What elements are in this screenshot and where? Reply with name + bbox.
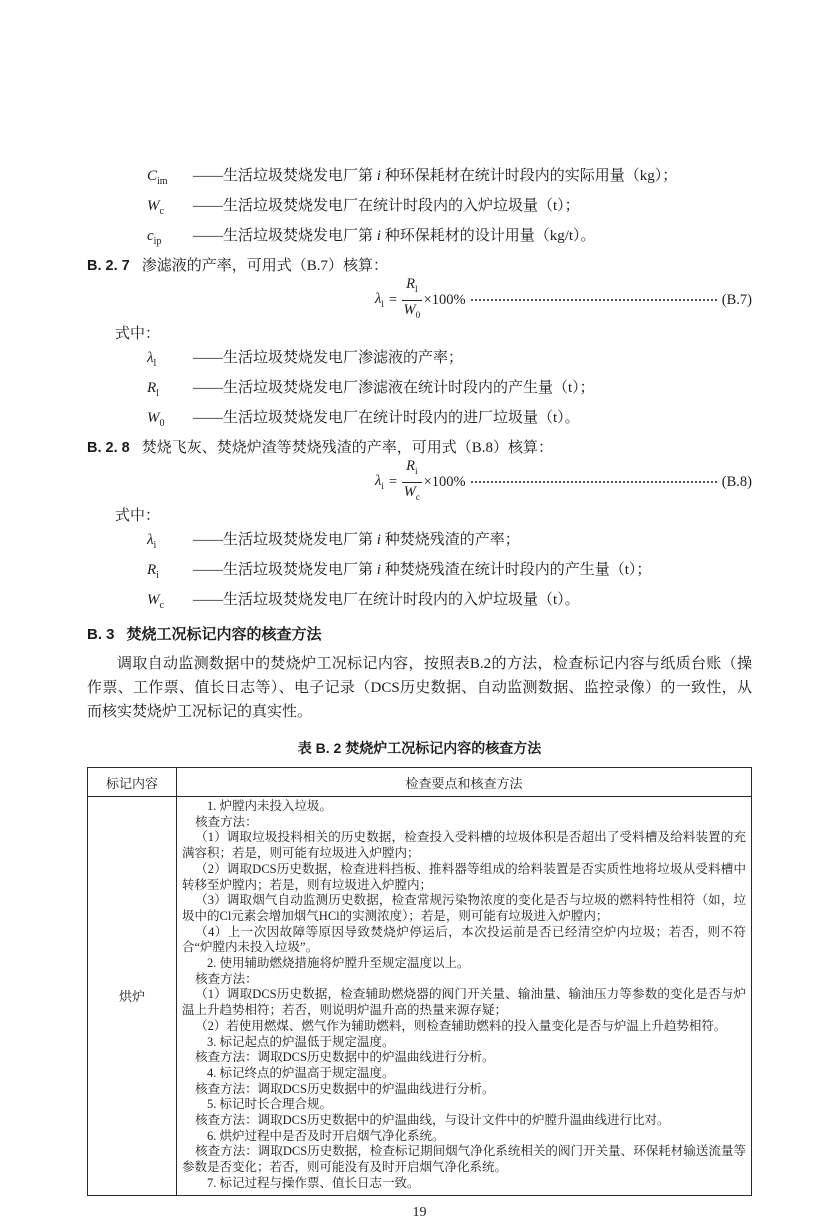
section-title: 焚烧工况标记内容的核查方法 — [126, 626, 322, 643]
clause-number: B. 2. 7 — [87, 258, 130, 274]
where-label: 式中： — [115, 326, 161, 342]
check-method-paragraph: （1）调取垃圾投料相关的历史数据，检查投入受料槽的垃圾体积是否超出了受料槽及给料装置的充满容积；若是，则可能有垃圾进入炉膛内； — [182, 830, 746, 861]
check-method-paragraph: （2）调取DCS历史数据，检查进料挡板、推料器等组成的给料装置是否实质性地将垃圾从受料槽中转移至炉膛内；若是，则有垃圾进入炉膛内； — [182, 861, 746, 892]
symbol-description: ——生活垃圾焚烧发电厂第 i 种焚烧残渣的产率； — [193, 532, 520, 548]
check-method-paragraph: 核查方法：调取DCS历史数据中的炉温曲线，与设计文件中的炉膛升温曲线进行比对。 — [195, 1113, 670, 1128]
formula-b8 — [87, 457, 752, 504]
check-method-paragraph: 2. 使用辅助燃烧措施将炉膛升至规定温度以上。 — [207, 956, 470, 971]
denominator: W — [403, 301, 416, 318]
formula-b7 — [87, 275, 752, 322]
symbol-definition — [87, 558, 752, 588]
body-paragraph: 调取自动监测数据中的焚烧炉工况标记内容，按照表B.2的方法，检查标记内容与纸质台账（操作票、工作票、值长日志等）、电子记录（DCS历史数据、自动监测数据、监控录像）的一致性，从而核实焚烧炉工况标记的真实性。 — [87, 656, 752, 720]
check-method-paragraph: （3）调取烟气自动监测历史数据，检查常规污染物浓度的变化是否与垃圾的燃料特性相符（如，垃圾中的Cl元素会增加烟气HCl的实测浓度）；若是，则可能有垃圾进入炉膛内； — [182, 893, 746, 923]
denominator-subscript: 0 — [415, 310, 421, 321]
symbol-description: ——生活垃圾焚烧发电厂第 i 种环保耗材的设计用量（kg/t）。 — [193, 228, 596, 244]
fraction — [402, 458, 422, 507]
symbol-definition — [87, 194, 752, 224]
symbol-description: ——生活垃圾焚烧发电厂第 i 种环保耗材在统计时段内的实际用量（kg）； — [193, 168, 678, 184]
symbol: $\lambda_i$ — [147, 532, 157, 551]
formula-lhs-subscript: i — [381, 481, 384, 492]
check-method-paragraph: 4. 标记终点的炉温高于规定温度。 — [207, 1065, 395, 1080]
row-content-cell — [177, 797, 752, 1196]
symbol: $c_{ip}$ — [147, 228, 162, 247]
clause-b28 — [87, 436, 752, 460]
symbol-description: ——生活垃圾焚烧发电厂在统计时段内的入炉垃圾量（t）。 — [193, 592, 580, 608]
symbol-definition-list-b7 — [87, 346, 752, 436]
symbol-description: ——生活垃圾焚烧发电厂渗滤液在统计时段内的产生量（t）； — [193, 380, 595, 396]
equation-number: (B.8) — [721, 473, 752, 490]
symbol-definition — [87, 346, 752, 376]
numerator: R — [406, 457, 415, 474]
numerator-subscript: i — [414, 466, 418, 477]
check-method-paragraph: 核查方法： — [195, 814, 258, 829]
table-header-check-method: 检查要点和核查方法 — [177, 768, 752, 797]
equals-sign: = — [388, 473, 398, 490]
table-header-mark-content: 标记内容 — [88, 768, 177, 797]
table-row — [88, 797, 752, 1196]
symbol-definition-list-b8 — [87, 528, 752, 618]
symbol: $R_l$ — [147, 380, 159, 399]
check-method-paragraph: 1. 炉膛内未投入垃圾。 — [207, 799, 333, 813]
symbol-description: ——生活垃圾焚烧发电厂渗滤液的产率； — [193, 350, 464, 366]
symbol: $\lambda_l$ — [147, 350, 157, 369]
denominator-subscript: c — [415, 492, 421, 503]
symbol-definition — [87, 528, 752, 558]
symbol: $W_c$ — [147, 198, 164, 217]
symbol-definition — [87, 406, 752, 436]
symbol: $R_i$ — [147, 562, 159, 581]
equals-sign: = — [388, 291, 398, 308]
formula-lhs: λ — [375, 290, 382, 307]
check-method-paragraph: 核查方法：调取DCS历史数据中的炉温曲线进行分析。 — [195, 1081, 495, 1096]
formula-expression — [375, 458, 466, 507]
numerator-subscript: l — [414, 284, 418, 295]
symbol-definition — [87, 164, 752, 194]
symbol-description: ——生活垃圾焚烧发电厂第 i 种焚烧残渣在统计时段内的产生量（t）； — [193, 562, 652, 578]
dot-leader — [471, 299, 717, 301]
table-title: 表 B. 2 焚烧炉工况标记内容的核查方法 — [297, 740, 542, 756]
symbol-definition — [87, 588, 752, 618]
table-header-row — [88, 768, 752, 797]
check-method-paragraph: 6. 烘炉过程中是否及时开启烟气净化系统。 — [207, 1128, 445, 1143]
check-method-paragraph: 7. 标记过程与操作票、值长日志一致。 — [207, 1175, 420, 1190]
check-method-paragraph: 核查方法：调取DCS历史数据，检查标记期间烟气净化系统相关的阀门开关量、环保耗材输送流量等参数是否变化；若否，则可能没有及时开启烟气净化系统。 — [182, 1144, 746, 1175]
verification-table — [87, 767, 752, 1196]
symbol: $W_c$ — [147, 592, 164, 611]
check-method-paragraph: 核查方法：调取DCS历史数据中的炉温曲线进行分析。 — [195, 1050, 495, 1065]
section-number: B. 3 — [87, 626, 115, 643]
multiplier: ×100% — [423, 473, 466, 490]
symbol-description: ——生活垃圾焚烧发电厂在统计时段内的进厂垃圾量（t）。 — [193, 410, 580, 426]
symbol-definition — [87, 376, 752, 406]
formula-lhs: λ — [375, 472, 382, 489]
denominator: W — [403, 483, 416, 500]
formula-expression — [375, 276, 466, 325]
clause-text: 渗滤液的产率，可用式（B.7）核算： — [141, 258, 388, 274]
check-method-paragraph: （2）若使用燃煤、燃气作为辅助燃料，则检查辅助燃料的投入量变化是否与炉温上升趋势相符。 — [195, 1018, 727, 1033]
clause-text: 焚烧飞灰、焚烧炉渣等焚烧残渣的产率，可用式（B.8）核算： — [141, 440, 553, 456]
page-number: 19 — [412, 1204, 427, 1220]
check-method-paragraph: 5. 标记时长合理合规。 — [207, 1097, 333, 1112]
symbol-definition — [87, 224, 752, 254]
row-label-cell: 烘炉 — [88, 797, 177, 1196]
clause-b27 — [87, 254, 752, 278]
check-method-paragraph: （1）调取DCS历史数据，检查辅助燃烧器的阀门开关量、输油量、输油压力等参数的变化是否与炉温上升趋势相符；若否，则说明炉温升高的热量来源存疑； — [182, 987, 746, 1018]
check-method-paragraph: 核查方法： — [195, 971, 258, 986]
dot-leader — [471, 481, 717, 483]
fraction — [402, 276, 422, 325]
multiplier: ×100% — [423, 291, 466, 308]
symbol: $C_{im}$ — [147, 168, 168, 187]
numerator: R — [406, 275, 415, 292]
clause-number: B. 2. 8 — [87, 440, 130, 456]
symbol-definition-list-top — [87, 164, 752, 254]
check-method-paragraph: （4）上一次因故障等原因导致焚烧炉停运后，本次投运前是否已经清空炉内垃圾；若否，则不符合“炉膛内未投入垃圾”。 — [182, 924, 746, 955]
section-heading-b3 — [87, 622, 752, 648]
symbol-description: ——生活垃圾焚烧发电厂在统计时段内的入炉垃圾量（t）； — [193, 198, 580, 214]
formula-lhs-subscript: l — [381, 299, 384, 310]
check-method-paragraph: 3. 标记起点的炉温低于规定温度。 — [207, 1034, 395, 1049]
where-label: 式中： — [115, 508, 161, 524]
symbol: $W_0$ — [147, 410, 165, 429]
equation-number: (B.7) — [721, 291, 752, 308]
